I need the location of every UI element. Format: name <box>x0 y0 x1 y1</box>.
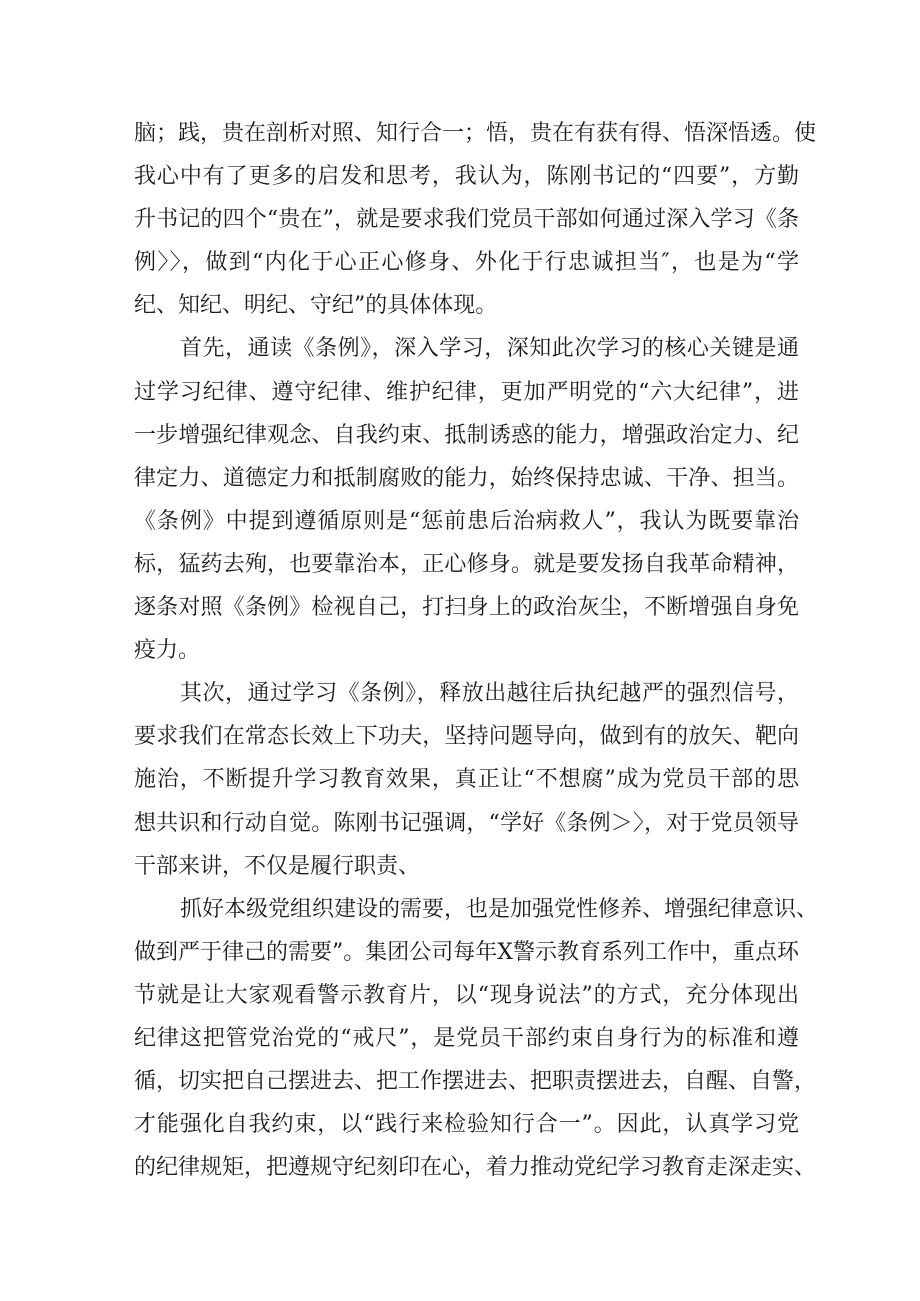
text-line: 例〉〉，做到“内化于心正心修身、外化于行忠诚担当″，也是为“学 <box>134 250 799 276</box>
text-line: 想共识和行动自觉。陈刚书记强调，“学好《条例＞〉，对于党员领导 <box>134 810 799 836</box>
text-line: 过学习纪律、遵守纪律、维护纪律，更加严明党的“六大纪律”，进 <box>134 379 799 405</box>
text-line: 要求我们在常态长效上下功夫，坚持问题导向，做到有的放矢、靶向 <box>134 724 799 750</box>
text-line: 《条例》中提到遵循原则是“惩前患后治病救人”，我认为既要靠治 <box>134 508 799 534</box>
text-line: 疫力。 <box>134 638 201 664</box>
text-line: 逐条对照《条例》检视自己，打扫身上的政治灰尘，不断增强自身免 <box>134 595 799 621</box>
body-text <box>134 112 819 1189</box>
text-line: 标，猛药去殉，也要靠治本，正心修身。就是要发扬自我革命精神， <box>134 551 799 577</box>
paragraph-start-line: 抓好本级党组织建设的需要，也是加强党性修养、增强纪律意识、 <box>180 896 819 922</box>
text-line: 节就是让大家观看警示教育片，以“现身说法”的方式，充分体现出 <box>134 982 799 1008</box>
text-line: 升书记的四个“贵在”，就是要求我们党员干部如何通过深入学习《条 <box>134 207 799 233</box>
text-line: 一步增强纪律观念、自我约束、抵制诱惑的能力，增强政治定力、纪 <box>134 422 799 448</box>
paragraph-start-line: 其次，通过学习《条例》，释放出越往后执纪越严的强烈信号， <box>180 681 799 707</box>
text-line: 做到严于律己的需要”。集团公司每年X警示教育系列工作中，重点环 <box>134 939 799 965</box>
text-line: 纪律这把管党治党的“戒尺”，是党员干部约束自身行为的标准和遵 <box>134 1025 799 1051</box>
paragraph-start-line: 首先，通读《条例》，深入学习，深知此次学习的核心关键是通 <box>180 336 799 362</box>
text-line: 律定力、道德定力和抵制腐败的能力，始终保持忠诚、干净、担当。 <box>134 465 799 491</box>
text-line: 循，切实把自己摆进去、把工作摆进去、把职责摆进去，自醒、自警， <box>134 1069 817 1095</box>
text-line: 纪、知纪、明纪、守纪”的具体体现。 <box>134 293 498 319</box>
text-line: 施治，不断提升学习教育效果，真正让“不想腐”成为党员干部的思 <box>134 767 799 793</box>
text-line: 干部来讲，不仅是履行职责、 <box>134 853 421 879</box>
text-line: 脑；践，贵在剖析对照、知行合一；悟，贵在有获有得、悟深悟透。使 <box>134 121 817 146</box>
text-line: 我心中有了更多的启发和思考，我认为，陈刚书记的“四要”，方勤 <box>134 164 799 190</box>
text-line: 才能强化自我约束，以“践行来检验知行合一”。因此，认真学习党 <box>134 1112 799 1138</box>
text-line: 的纪律规矩，把遵规守纪刻印在心，着力推动党纪学习教育走深走实、 <box>134 1155 817 1181</box>
